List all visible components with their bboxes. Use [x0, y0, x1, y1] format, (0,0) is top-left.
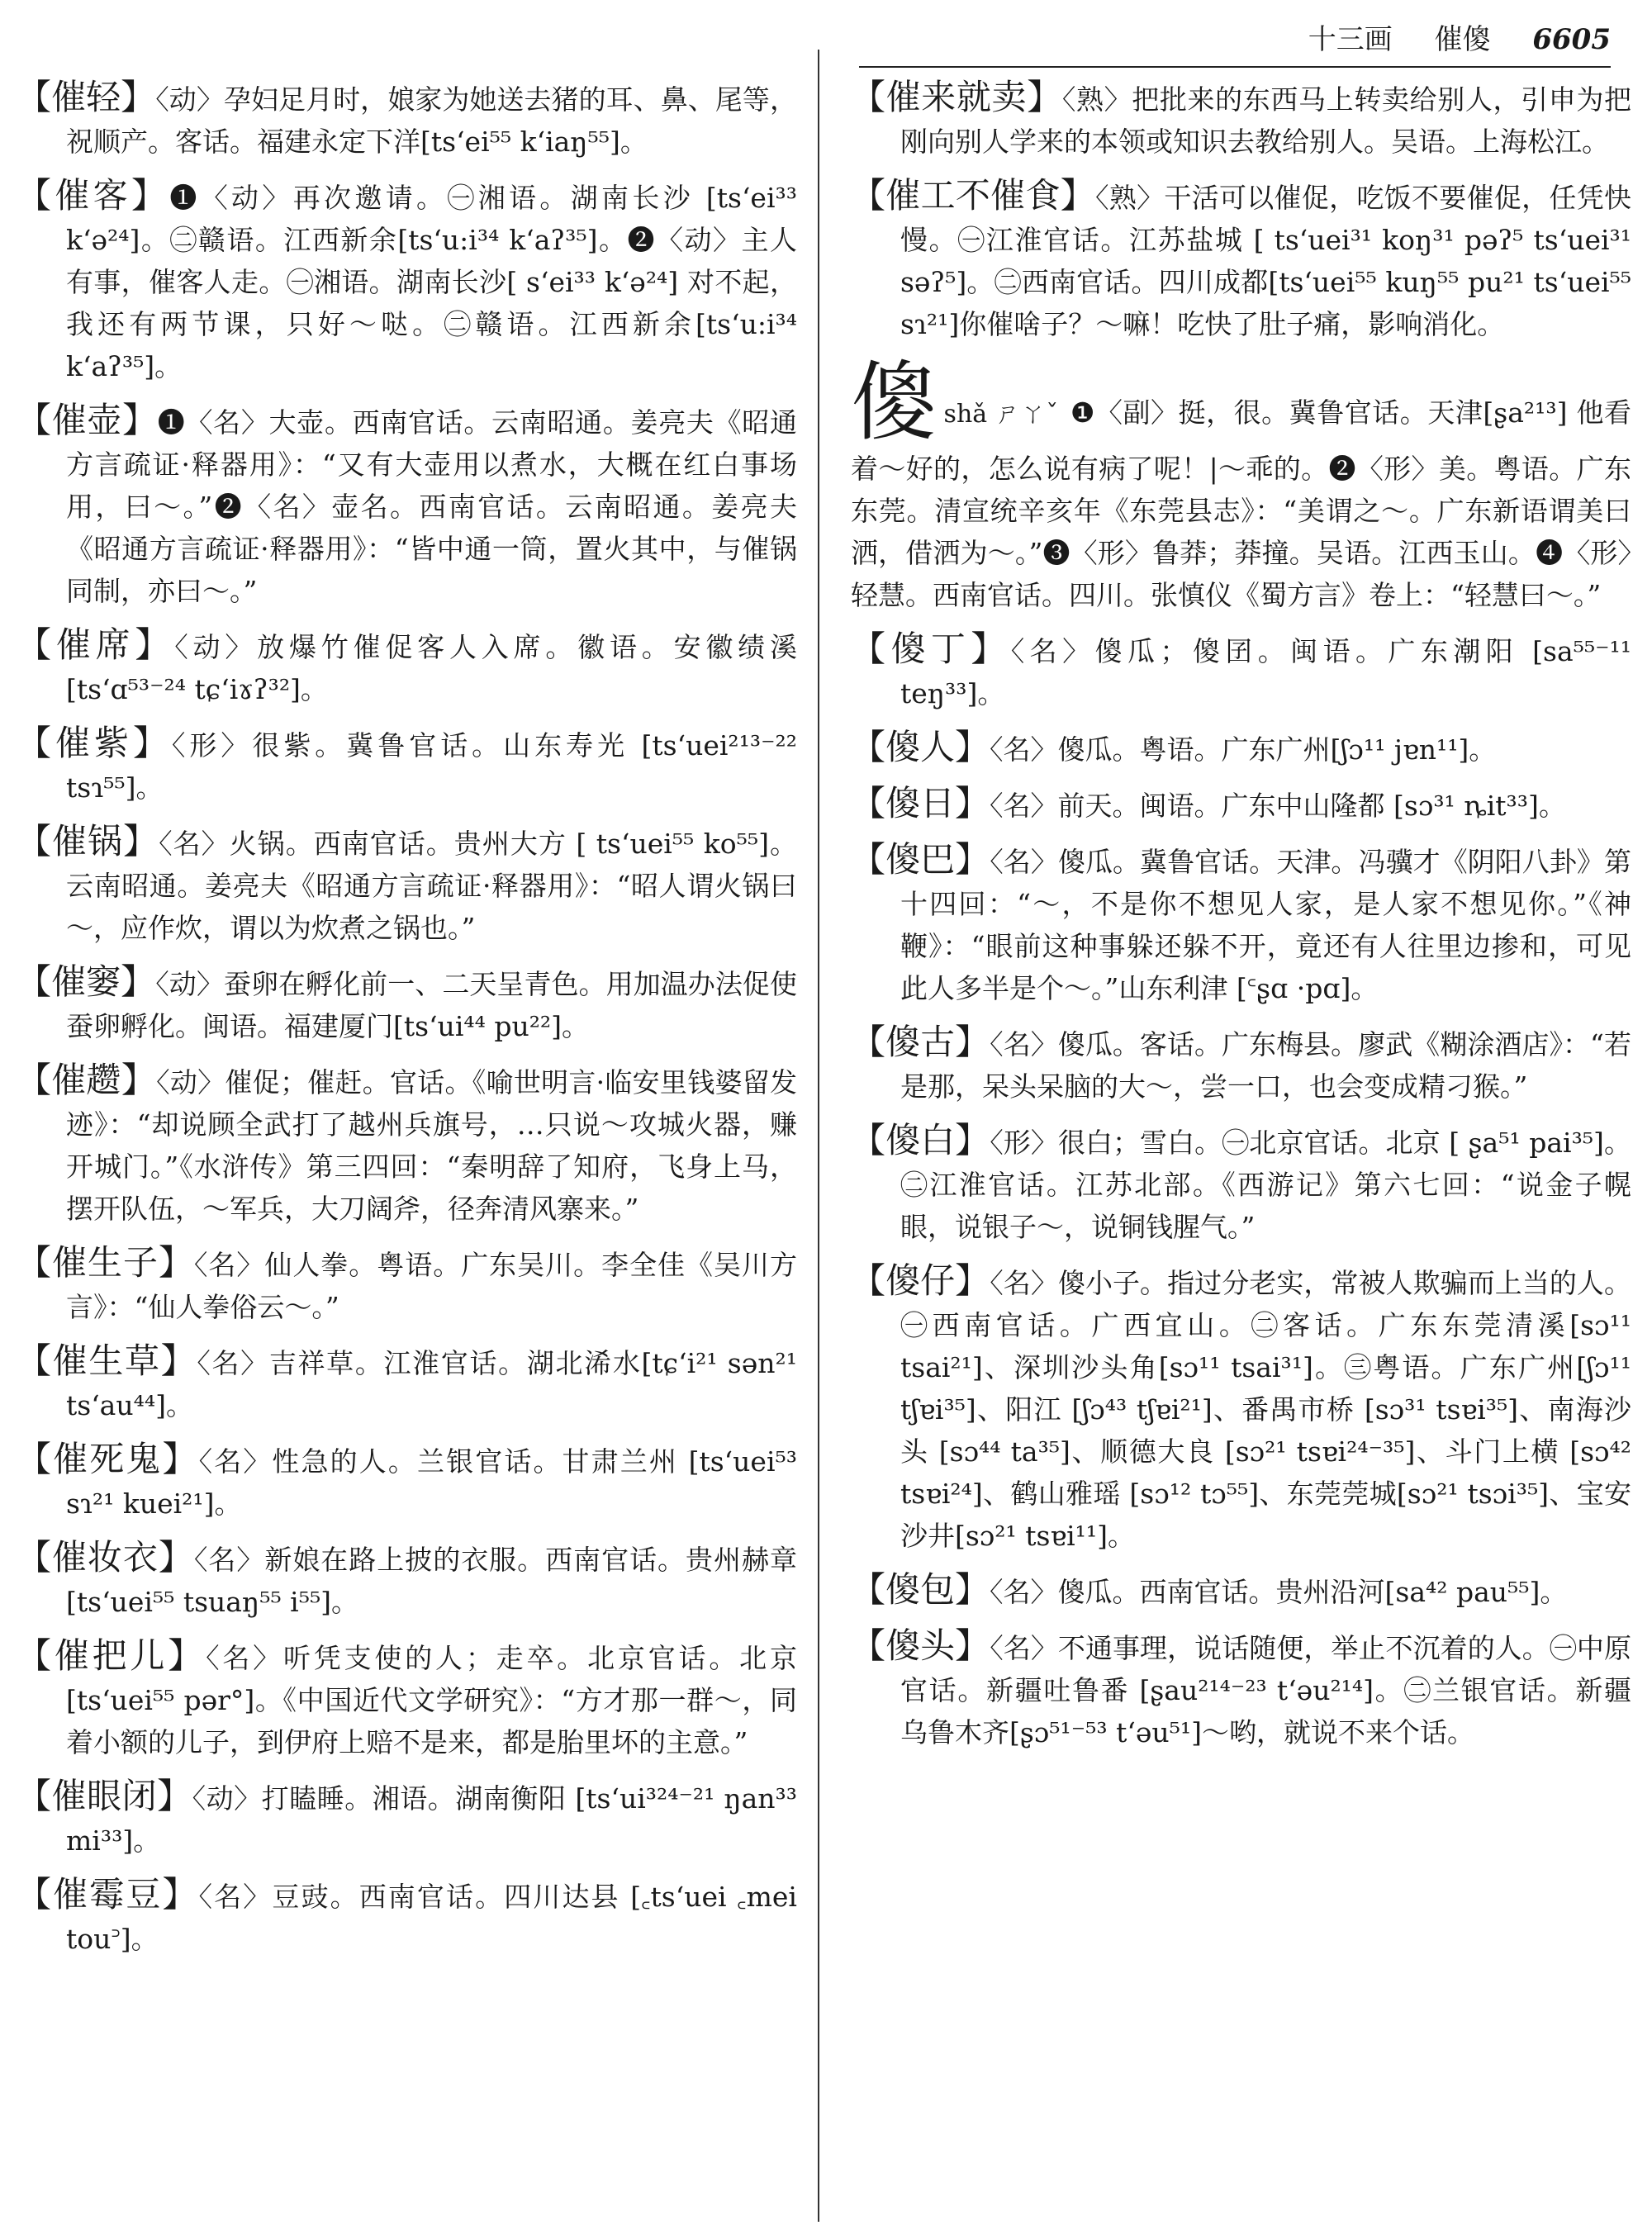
dictionary-entry: 【催壶】❶〈名〉大壶。西南官话。云南昭通。姜亮夫《昭通方言疏证·释器用》：“又有大壶用以煮水，大概在红白事场用，曰～。”❷〈名〉壶名。西南官话。云南昭通。姜亮夫《昭通方言疏证·释器用》：“皆中通一筒，置火其中，与催锅同制，亦曰～。” — [17, 400, 797, 607]
entry-headword: 催生草 — [52, 1340, 161, 1381]
entry-definition: 〈熟〉把批来的东西马上转卖给别人，引申为把刚向别人学来的本领或知识去教给别人。吴语。上海松江。 — [900, 83, 1631, 158]
entry-definition: 〈形〉很白；雪白。㊀北京官话。北京 [ ʂa⁵¹ pai³⁵]。㊁江淮官话。江苏北部。《西游记》第六七回：“说金子幌眼，说银子～，说铜钱腥气。” — [900, 1127, 1631, 1243]
head-character: 傻 — [851, 352, 938, 453]
dictionary-entry: 【催紫】〈形〉很紫。冀鲁官话。山东寿光 [ts‘uei²¹³⁻²² tsɿ⁵⁵]。 — [17, 723, 797, 804]
entry-definition: 〈名〉火锅。西南官话。贵州大方 [ ts‘uei⁵⁵ ko⁵⁵]。云南昭通。姜亮夫《昭通方言疏证·释器用》：“昭人谓火锅曰～，应作炊，谓以为炊煮之锅也。” — [66, 828, 797, 944]
entry-definition: 〈名〉仙人拳。粤语。广东吴川。李全佳《吴川方言》：“仙人拳俗云～。” — [66, 1249, 797, 1323]
column-divider — [818, 50, 819, 2222]
dictionary-entry: 【催工不催食】〈熟〉干活可以催促，吃饭不要催促，任凭快慢。㊀江淮官话。江苏盐城 [ ts‘uei³¹ koŋ³¹ pəʔ⁵ ts‘uei³¹ səʔ⁵]。㊁西南官话。四川成都[ts‘uei⁵⁵ kuŋ⁵⁵ pu²¹ ts‘uei⁵⁵ sɿ²¹]你催啥子？～嘛！吃快了肚子痛，影响消化。 — [851, 175, 1631, 340]
dictionary-entry: 【催轻】〈动〉孕妇足月时，娘家为她送去猪的耳、鼻、尾等，祝顺产。客话。福建永定下洋[ts‘ei⁵⁵ k‘iaŋ⁵⁵]。 — [17, 77, 797, 158]
entry-headword: 催眼闭 — [51, 1776, 158, 1816]
left-column — [17, 76, 797, 2215]
dictionary-entry: 【傻日】〈名〉前天。闽语。广东中山隆都 [sɔ³¹ ȵit³³]。 — [851, 783, 1566, 823]
entry-definition: 〈动〉放爆竹催促客人入席。徽语。安徽绩溪 [ts‘ɑ⁵³⁻²⁴ tɕ‘iɤʔ³²]。 — [66, 631, 797, 705]
entry-definition: 〈名〉傻瓜。冀鲁官话。天津。冯骥才《阴阳八卦》第十四回：“～，不是你不想见人家，是人家不想见你。”《神鞭》：“眼前这种事躲还躲不开，竟还有人往里边掺和，可见此人多半是个～。”山东利津 [꜂ʂɑ ·pɑ]。 — [900, 846, 1631, 1004]
entry-headword: 傻头 — [885, 1625, 956, 1666]
entry-headword: 傻白 — [885, 1120, 956, 1160]
entry-headword: 催生子 — [51, 1242, 159, 1283]
entry-headword: 催锅 — [52, 821, 124, 861]
entry-headword: 催客 — [55, 175, 132, 216]
entry-headword: 傻日 — [885, 783, 956, 823]
entry-definition: 〈名〉新娘在路上披的衣服。西南官话。贵州赫章[ts‘uei⁵⁵ tsuaŋ⁵⁵ i⁵⁵]。 — [66, 1544, 797, 1618]
dictionary-entry: 【催生草】〈名〉吉祥草。江淮官话。湖北浠水[tɕ‘i²¹ sən²¹ ts‘au⁴⁴]。 — [17, 1340, 797, 1421]
dictionary-entry: 【傻丁】〈名〉傻瓜；傻囝。闽语。广东潮阳 [sa⁵⁵⁻¹¹ teŋ³³]。 — [851, 629, 1631, 709]
entry-definition: 〈熟〉干活可以催促，吃饭不要催促，任凭快慢。㊀江淮官话。江苏盐城 [ ts‘uei³¹ koŋ³¹ pəʔ⁵ ts‘uei³¹ səʔ⁵]。㊁西南官话。四川成都[ts‘uei⁵⁵ kuŋ⁵⁵ pu²¹ ts‘uei⁵⁵ sɿ²¹]你催啥子？～嘛！吃快了肚子痛，影响消化。 — [900, 182, 1631, 340]
entry-headword: 催工不催食 — [885, 175, 1061, 216]
entry-definition: 〈名〉性急的人。兰银官话。甘肃兰州 [ts‘uei⁵³ sɿ²¹ kuei²¹]。 — [66, 1445, 797, 1520]
entry-definition: 〈动〉孕妇足月时，娘家为她送去猪的耳、鼻、尾等，祝顺产。客话。福建永定下洋[ts‘ei⁵⁵ k‘iaŋ⁵⁵]。 — [66, 83, 797, 158]
entry-definition: 〈动〉打瞌睡。湘语。湖南衡阳 [ts‘ui³²⁴⁻²¹ ŋan³³ mi³³]。 — [66, 1782, 797, 1857]
dictionary-entry: 【傻包】〈名〉傻瓜。西南官话。贵州沿河[sa⁴² pau⁵⁵]。 — [851, 1569, 1568, 1610]
entry-definition: 〈动〉催促；催赶。官话。《喻世明言·临安里钱婆留发迹》：“却说顾全武打了越州兵旗号，…只说～攻城火器，赚开城门。”《水浒传》第三四回：“秦明辞了知府，飞身上马，摆开队伍，～军兵，大刀阔斧，径奔清风寨来。” — [66, 1066, 797, 1225]
entry-definition: 〈名〉听凭支使的人；走卒。北京官话。北京[ts‘uei⁵⁵ pər°]。《中国近代文学研究》：“方才那一群～，同着小额的儿子，到伊府上赔不是来，都是胎里坏的主意。” — [66, 1642, 797, 1758]
entry-headword: 催来就卖 — [885, 77, 1028, 117]
entry-definition: 〈名〉吉祥草。江淮官话。湖北浠水[tɕ‘i²¹ sən²¹ ts‘au⁴⁴]。 — [66, 1347, 797, 1421]
dictionary-entry: 【催锅】〈名〉火锅。西南官话。贵州大方 [ ts‘uei⁵⁵ ko⁵⁵]。云南昭通。姜亮夫《昭通方言疏证·释器用》：“昭人谓火锅曰～，应作炊，谓以为炊煮之锅也。” — [17, 821, 797, 944]
dictionary-entry: 【催席】〈动〉放爆竹催促客人入席。徽语。安徽绩溪 [ts‘ɑ⁵³⁻²⁴ tɕ‘iɤʔ³²]。 — [17, 624, 797, 705]
dictionary-entry: 【催死鬼】〈名〉性急的人。兰银官话。甘肃兰州 [ts‘uei⁵³ sɿ²¹ kuei²¹]。 — [17, 1439, 797, 1520]
page-number: 6605 — [1532, 23, 1611, 56]
entry-headword: 傻仔 — [885, 1260, 956, 1301]
entry-headword: 催紫 — [55, 723, 133, 763]
dictionary-entry: 【催趱】〈动〉催促；催赶。官话。《喻世明言·临安里钱婆留发迹》：“却说顾全武打了越州兵旗号，…只说～攻城火器，赚开城门。”《水浒传》第三四回：“秦明辞了知府，飞身上马，摆开队伍，～军兵，大刀阔斧，径奔清风寨来。” — [17, 1060, 797, 1225]
character-entry — [851, 352, 1631, 616]
entry-definition: 〈名〉傻瓜。粤语。广东广州[ʃɔ¹¹ jɐn¹¹]。 — [990, 733, 1497, 766]
entry-definition: 〈名〉傻瓜；傻囝。闽语。广东潮阳 [sa⁵⁵⁻¹¹ teŋ³³]。 — [900, 635, 1631, 709]
entry-headword: 傻巴 — [885, 839, 956, 880]
dictionary-entry: 【催眼闭】〈动〉打瞌睡。湘语。湖南衡阳 [ts‘ui³²⁴⁻²¹ ŋan³³ mi³³]。 — [17, 1776, 797, 1857]
entry-headword: 傻包 — [885, 1569, 956, 1610]
dictionary-entry: 【傻仔】〈名〉傻小子。指过分老实，常被人欺骗而上当的人。㊀西南官话。广西宜山。㊁客话。广东东莞清溪[sɔ¹¹ tsai²¹]、深圳沙头角[sɔ¹¹ tsai³¹]。㊂粤语。广东广州[ʃɔ¹¹ tʃɐi³⁵]、阳江 [ʃɔ⁴³ tʃɐi²¹]、番禺市桥 [sɔ³¹ tsɐi³⁵]、南海沙头 [sɔ⁴⁴ ta³⁵]、顺德大良 [sɔ²¹ tsɐi²⁴⁻³⁵]、斗门上横 [sɔ⁴² tsɐi²⁴]、鹤山雅瑶 [sɔ¹² tɔ⁵⁵]、东莞莞城[sɔ²¹ tsɔi³⁵]、宝安沙井[sɔ²¹ tsɐi¹¹]。 — [851, 1260, 1631, 1552]
entry-definition: 〈形〉很紫。冀鲁官话。山东寿光 [ts‘uei²¹³⁻²² tsɿ⁵⁵]。 — [66, 729, 797, 804]
entry-headword: 催席 — [55, 624, 135, 665]
entry-definition: 〈名〉傻小子。指过分老实，常被人欺骗而上当的人。㊀西南官话。广西宜山。㊁客话。广东东莞清溪[sɔ¹¹ tsai²¹]、深圳沙头角[sɔ¹¹ tsai³¹]。㊂粤语。广东广州[ʃɔ¹¹ tʃɐi³⁵]、阳江 [ʃɔ⁴³ tʃɐi²¹]、番禺市桥 [sɔ³¹ tsɐi³⁵]、南海沙头 [sɔ⁴⁴ ta³⁵]、顺德大良 [sɔ²¹ tsɐi²⁴⁻³⁵]、斗门上横 [sɔ⁴² tsɐi²⁴]、鹤山雅瑶 [sɔ¹² tɔ⁵⁵]、东莞莞城[sɔ²¹ tsɔi³⁵]、宝安沙井[sɔ²¹ tsɐi¹¹]。 — [900, 1267, 1631, 1552]
entry-definition: ❶〈动〉再次邀请。㊀湘语。湖南长沙 [ts‘ei³³ k‘ə²⁴]。㊁赣语。江西新余[ts‘u:i³⁴ k‘aʔ³⁵]。❷〈动〉主人有事，催客人走。㊀湘语。湖南长沙[ s‘ei³³ k‘ə²⁴] 对不起，我还有两节课，只好～哒。㊁赣语。江西新余[ts‘u:i³⁴ k‘aʔ³⁵]。 — [66, 182, 797, 382]
running-head-chars: 催傻 — [1434, 23, 1491, 56]
dictionary-entry: 【催把儿】〈名〉听凭支使的人；走卒。北京官话。北京[ts‘uei⁵⁵ pər°]。《中国近代文学研究》：“方才那一群～，同着小额的儿子，到伊府上赔不是来，都是胎里坏的主意。” — [17, 1635, 797, 1758]
dictionary-entry: 【催霉豆】〈名〉豆豉。西南官话。四川达县 [꜀ts‘uei ꜀mei tou꜄]。 — [17, 1874, 797, 1955]
entry-headword: 催死鬼 — [53, 1439, 163, 1479]
dictionary-entry: 【催妆衣】〈名〉新娘在路上披的衣服。西南官话。贵州赫章[ts‘uei⁵⁵ tsuaŋ⁵⁵ i⁵⁵]。 — [17, 1537, 797, 1618]
header-rule — [859, 66, 1611, 68]
entry-headword: 催轻 — [51, 77, 121, 117]
entry-headword: 傻丁 — [890, 629, 971, 669]
entry-definition: 〈名〉豆豉。西南官话。四川达县 [꜀ts‘uei ꜀mei tou꜄]。 — [66, 1881, 797, 1955]
entry-definition: 〈动〉蚕卵在孵化前一、二天呈青色。用加温办法促使蚕卵孵化。闽语。福建厦门[ts‘ui⁴⁴ pu²²]。 — [66, 968, 797, 1042]
dictionary-entry: 【催客】❶〈动〉再次邀请。㊀湘语。湖南长沙 [ts‘ei³³ k‘ə²⁴]。㊁赣语。江西新余[ts‘u:i³⁴ k‘aʔ³⁵]。❷〈动〉主人有事，催客人走。㊀湘语。湖南长沙[ s‘ei³³ k‘ə²⁴] 对不起，我还有两节课，只好～哒。㊁赣语。江西新余[ts‘u:i³⁴ k‘aʔ³⁵]。 — [17, 175, 797, 382]
entry-headword: 傻人 — [885, 727, 956, 767]
dictionary-entry: 【傻巴】〈名〉傻瓜。冀鲁官话。天津。冯骥才《阴阳八卦》第十四回：“～，不是你不想见人家，是人家不想见你。”《神鞭》：“眼前这种事躲还躲不开，竟还有人往里边掺和，可见此人多半是个～。”山东利津 [꜂ʂɑ ·pɑ]。 — [851, 839, 1631, 1004]
entry-headword: 催窭 — [51, 961, 121, 1002]
right-column — [851, 76, 1631, 2215]
entry-definition: ❶〈副〉挺，很。冀鲁官话。天津[ʂa²¹³] 他看着～好的，怎么说有病了呢！|～乖的。❷〈形〉美。粤语。广东东莞。清宣统辛亥年《东莞县志》：“美谓之～。广东新语谓美曰洒，借洒为～。”❸〈形〉鲁莽；莽撞。吴语。江西玉山。❹〈形〉轻慧。西南官话。四川。张慎仪《蜀方言》卷上：“轻慧曰～。” — [851, 396, 1631, 611]
entry-headword: 催壶 — [51, 400, 123, 440]
section-label: 十三画 — [1308, 23, 1393, 56]
entry-definition: ❶〈名〉大壶。西南官话。云南昭通。姜亮夫《昭通方言疏证·释器用》：“又有大壶用以煮水，大概在红白事场用，曰～。”❷〈名〉壶名。西南官话。云南昭通。姜亮夫《昭通方言疏证·释器用》：“皆中通一筒，置火其中，与催锅同制，亦曰～。” — [66, 406, 797, 607]
dictionary-entry: 【傻古】〈名〉傻瓜。客话。广东梅县。廖武《糊涂酒店》：“若是那，呆头呆脑的大～，尝一口，也会变成精刁猴。” — [851, 1022, 1631, 1103]
dictionary-entry: 【催来就卖】〈熟〉把批来的东西马上转卖给别人，引申为把刚向别人学来的本领或知识去教给别人。吴语。上海松江。 — [851, 77, 1631, 158]
entry-headword: 催趱 — [51, 1060, 121, 1100]
dictionary-entry: 【傻人】〈名〉傻瓜。粤语。广东广州[ʃɔ¹¹ jɐn¹¹]。 — [851, 727, 1497, 767]
entry-definition: 〈名〉不通事理，说话随便，举止不沉着的人。㊀中原官话。新疆吐鲁番 [ʂau²¹⁴⁻²³ t‘əu²¹⁴]。㊁兰银官话。新疆乌鲁木齐[ʂɔ⁵¹⁻⁵³ t‘əu⁵¹]～哟，就说不来个话。 — [900, 1632, 1631, 1748]
entry-headword: 催把儿 — [54, 1635, 169, 1676]
dictionary-entry: 【催窭】〈动〉蚕卵在孵化前一、二天呈青色。用加温办法促使蚕卵孵化。闽语。福建厦门[ts‘ui⁴⁴ pu²²]。 — [17, 961, 797, 1042]
pinyin-zhuyin: shǎ ㄕㄚˇ — [943, 400, 1059, 429]
dictionary-entry: 【傻白】〈形〉很白；雪白。㊀北京官话。北京 [ ʂa⁵¹ pai³⁵]。㊁江淮官话。江苏北部。《西游记》第六七回：“说金子幌眼，说银子～，说铜钱腥气。” — [851, 1120, 1631, 1243]
dictionary-entry: 【傻头】〈名〉不通事理，说话随便，举止不沉着的人。㊀中原官话。新疆吐鲁番 [ʂau²¹⁴⁻²³ t‘əu²¹⁴]。㊁兰银官话。新疆乌鲁木齐[ʂɔ⁵¹⁻⁵³ t‘əu⁵¹]～哟，就说不来个话。 — [851, 1625, 1631, 1748]
page-header — [859, 15, 1611, 64]
entry-headword: 傻古 — [885, 1022, 956, 1062]
entry-definition: 〈名〉前天。闽语。广东中山隆都 [sɔ³¹ ȵit³³]。 — [990, 790, 1566, 822]
entry-definition: 〈名〉傻瓜。客话。广东梅县。廖武《糊涂酒店》：“若是那，呆头呆脑的大～，尝一口，也会变成精刁猴。” — [900, 1028, 1631, 1103]
entry-definition: 〈名〉傻瓜。西南官话。贵州沿河[sa⁴² pau⁵⁵]。 — [990, 1576, 1568, 1608]
entry-headword: 催霉豆 — [53, 1874, 163, 1914]
dictionary-entry: 【催生子】〈名〉仙人拳。粤语。广东吴川。李全佳《吴川方言》：“仙人拳俗云～。” — [17, 1242, 797, 1323]
entry-headword: 催妆衣 — [51, 1537, 159, 1578]
